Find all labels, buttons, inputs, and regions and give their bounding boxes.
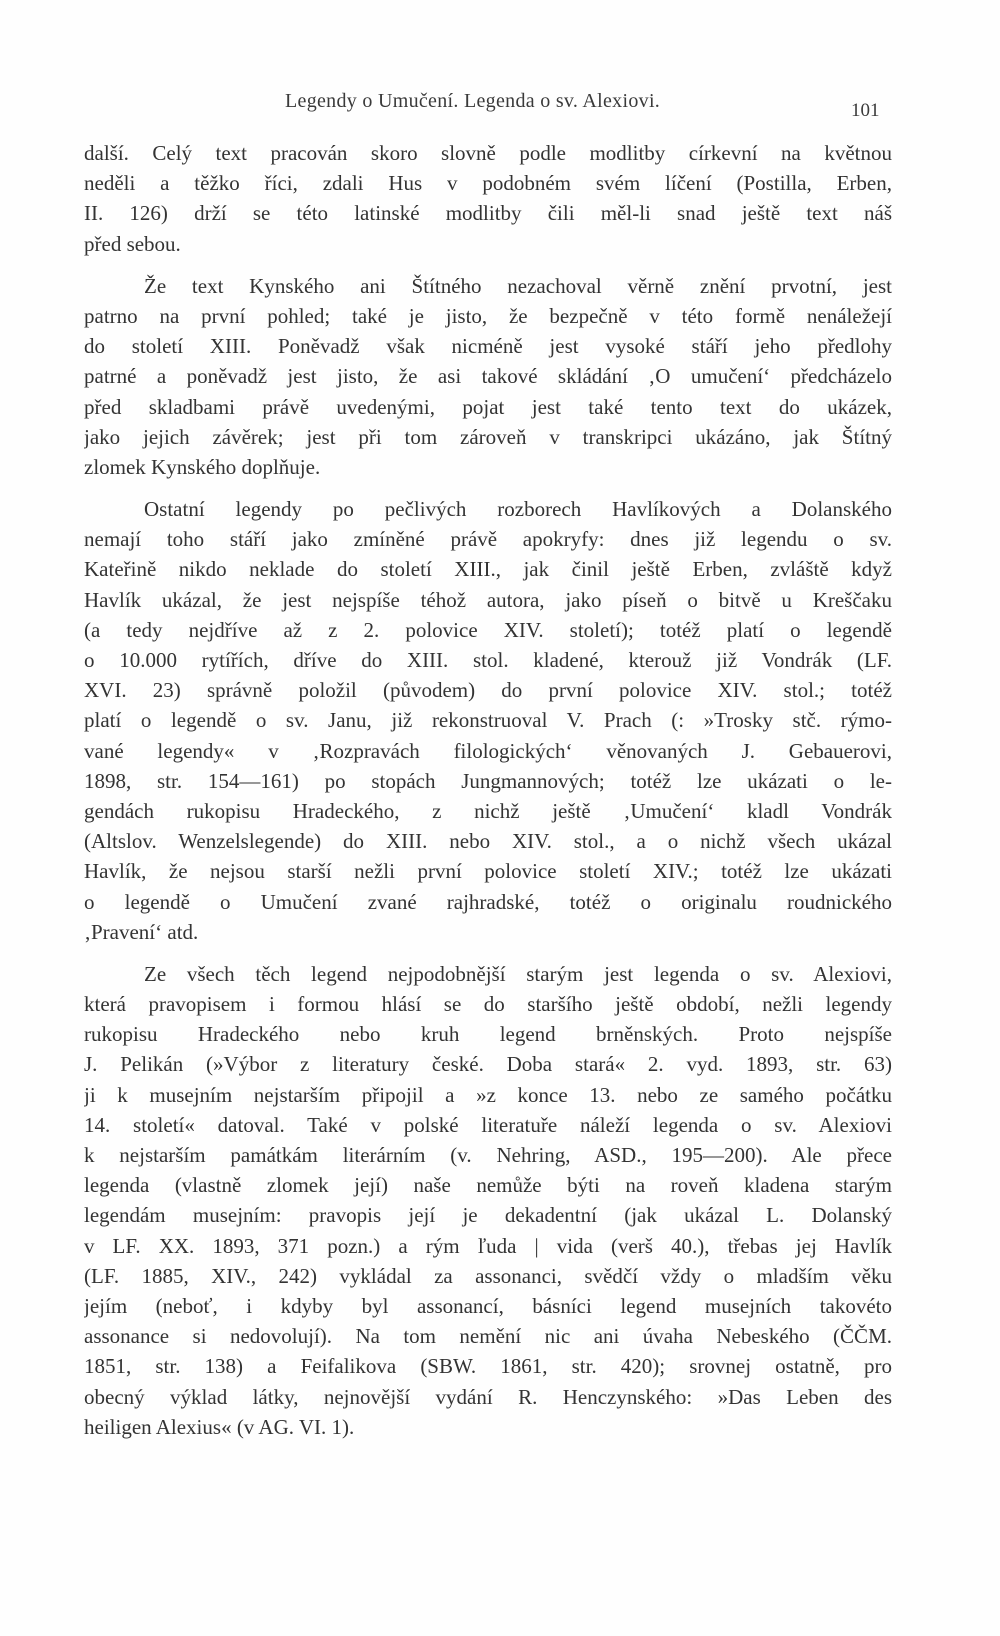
text-line: nemají toho stáří jako zmíněné právě apokryfy: dnes již legendu o sv. — [84, 527, 892, 552]
text-line: ‚Pravení‘ atd. — [84, 919, 199, 944]
page-number: 101 — [851, 100, 880, 121]
body-text — [84, 138, 892, 1442]
paragraph-3 — [84, 494, 892, 947]
text-line: vané legendy« v ‚Rozpravách filologických‘ věnovaných J. Gebauerovi, — [84, 738, 892, 763]
text-line: o legendě o Umučení zvané rajhradské, totéž o originalu roudnického — [84, 889, 892, 914]
text-line: (LF. 1885, XIV., 242) vykládal za assonanci, svědčí vždy o mladším věku — [84, 1263, 892, 1288]
text-line: jako jejich závěrek; jest při tom zároveň v transkripci ukázáno, jak Štítný — [84, 424, 892, 449]
text-line: 1851, str. 138) a Feifalikova (SBW. 1861, str. 420); srovnej ostatně, pro — [84, 1354, 892, 1379]
text-line: legendám musejním: pravopis její je dekadentní (jak ukázal L. Dolanský — [84, 1203, 892, 1228]
text-line: před sebou. — [84, 231, 181, 256]
text-line: o 10.000 rytířích, dříve do XIII. stol. kladené, kterouž již Vondrák (LF. — [84, 648, 892, 672]
text-line: Havlík, že nejsou starší nežli první polovice století XIV.; totéž lze ukázati — [84, 859, 892, 884]
text-line: legenda (vlastně zlomek její) naše nemůže býti na roveň kladena starým — [84, 1173, 892, 1198]
text-line: Že text Kynského ani Štítného nezachoval věrně znění prvotní, jest — [144, 273, 892, 298]
text-line: XVI. 23) správně položil (původem) do první polovice XIV. stol.; totéž — [84, 678, 892, 703]
text-line: která pravopisem i formou hlásí se do staršího ještě období, nežli legendy — [84, 992, 892, 1017]
text-line: patrno na první pohled; také je jisto, že bezpečně v této formě nenáležejí — [84, 303, 892, 328]
text-line: další. Celý text pracován skoro slovně podle modlitby církevní na květnou — [84, 141, 892, 165]
text-line: assonance si nedovolují). Na tom nemění nic ani úvaha Nebeského (ČČM. — [84, 1324, 892, 1349]
text-line: Kateřině nikdo neklade do století XIII., jak činil ještě Erben, zvláště když — [84, 557, 892, 582]
text-line: 1898, str. 154—161) po stopách Jungmannových; totéž lze ukázati o le- — [84, 768, 892, 793]
text-line: v LF. XX. 1893, 371 pozn.) a rým ľuda | vida (verš 40.), třebas jej Havlík — [84, 1233, 892, 1258]
text-line: neděli a těžko říci, zdali Hus v podobném svém líčení (Postilla, Erben, — [84, 171, 892, 196]
text-line: k nejstarším památkám literárním (v. Nehring, ASD., 195—200). Ale přece — [84, 1143, 892, 1167]
running-head: Legendy o Umučení. Legenda o sv. Alexiovi. — [285, 90, 661, 112]
paragraph-2 — [84, 271, 892, 482]
text-line: před skladbami právě uvedenými, pojat jest také tento text do ukázek, — [84, 394, 892, 419]
text-line: gendách rukopisu Hradeckého, z nichž ještě ‚Umučení‘ kladl Vondrák — [84, 798, 892, 823]
text-line: Havlík ukázal, že jest nejspíše téhož autora, jako píseň o bitvě u Kreščaku — [84, 587, 892, 612]
paragraph-4 — [84, 959, 892, 1442]
text-line: 14. století« datoval. Také v polské literatuře náleží legenda o sv. Alexiovi — [84, 1112, 892, 1137]
text-line: zlomek Kynského doplňuje. — [84, 454, 321, 479]
text-line: platí o legendě o sv. Janu, již rekonstruoval V. Prach (: »Trosky stč. rýmo- — [84, 708, 892, 733]
text-line: Ostatní legendy po pečlivých rozborech Havlíkových a Dolanského — [144, 497, 892, 522]
text-line: heiligen Alexius« (v AG. VI. 1). — [84, 1414, 355, 1439]
text-line: obecný výklad látky, nejnovější vydání R. Henczynského: »Das Leben des — [84, 1384, 892, 1409]
text-line: ji k musejním nejstarším připojil a »z konce 13. nebo ze samého počátku — [84, 1082, 892, 1107]
text-line: patrné a poněvadž jest jisto, že asi takové skládání ‚O umučení‘ předcházelo — [84, 364, 892, 389]
text-line: (a tedy nejdříve až z 2. polovice XIV. století); totéž platí o legendě — [84, 617, 892, 642]
text-line: do století XIII. Poněvadž však nicméně jest vysoké stáří jeho předlohy — [84, 334, 892, 359]
paragraph-1 — [84, 138, 892, 259]
text-line: (Altslov. Wenzelslegende) do XIII. nebo XIV. stol., a o nichž všech ukázal — [84, 829, 892, 854]
text-line: J. Pelikán (»Výbor z literatury české. Doba stará« 2. vyd. 1893, str. 63) — [84, 1052, 892, 1077]
text-line: jejím (neboť, i kdyby byl assonancí, básníci legend musejních takovéto — [84, 1293, 892, 1318]
text-line: rukopisu Hradeckého nebo kruh legend brněnských. Proto nejspíše — [84, 1022, 892, 1047]
text-line: II. 126) drží se této latinské modlitby čili měl-li snad ještě text náš — [84, 201, 892, 226]
text-line: Ze všech těch legend nejpodobnější starým jest legenda o sv. Alexiovi, — [144, 961, 892, 986]
